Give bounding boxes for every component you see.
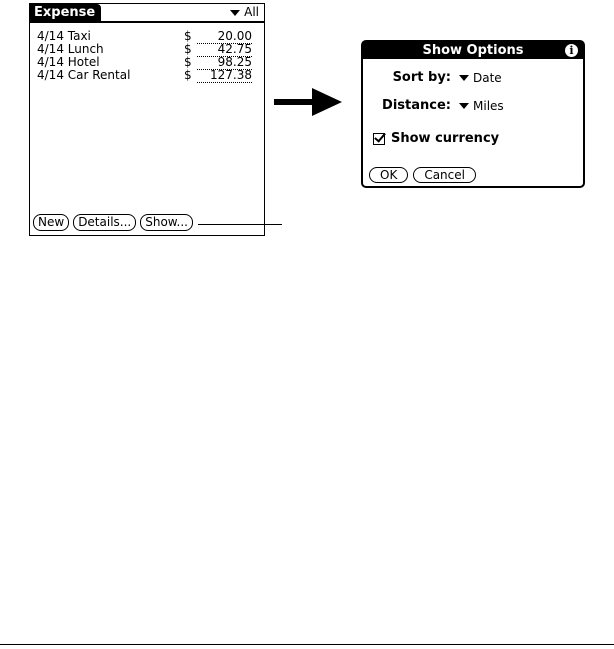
expense-currency[interactable]: $	[184, 42, 192, 56]
category-value: All	[244, 5, 259, 19]
chevron-down-icon	[230, 10, 240, 16]
distance-value: Miles	[473, 99, 504, 113]
show-currency-checkbox[interactable]	[373, 133, 385, 145]
details-button[interactable]: Details...	[73, 214, 136, 231]
dialog-buttons	[369, 167, 476, 183]
chevron-down-icon	[459, 75, 469, 81]
show-options-dialog	[361, 40, 585, 188]
expense-amount[interactable]: 127.38	[197, 69, 252, 83]
ok-button[interactable]: OK	[369, 167, 408, 183]
show-currency-row[interactable]	[373, 131, 499, 147]
expense-currency[interactable]: $	[184, 55, 192, 69]
show-currency-label[interactable]: Show currency	[391, 131, 500, 146]
expense-currency[interactable]: $	[184, 68, 192, 82]
info-icon[interactable]: i	[565, 44, 578, 57]
expense-description[interactable]: 4/14 Car Rental	[37, 68, 131, 82]
title-bar	[30, 4, 264, 23]
dialog-title-bar	[363, 42, 583, 59]
button-bar	[33, 214, 193, 231]
sort-by-row	[369, 70, 502, 86]
category-picker[interactable]	[230, 5, 259, 20]
expense-amount[interactable]: 98.25	[197, 56, 252, 70]
expense-description[interactable]: 4/14 Lunch	[37, 42, 104, 56]
dialog-title: Show Options	[422, 43, 524, 58]
sort-by-value: Date	[473, 71, 502, 85]
show-button[interactable]: Show...	[140, 214, 193, 231]
new-button[interactable]: New	[33, 214, 69, 231]
sort-by-picker[interactable]	[459, 70, 502, 86]
title-rule	[30, 21, 264, 23]
chevron-down-icon	[459, 103, 469, 109]
app-title: Expense	[30, 4, 101, 22]
expense-description[interactable]: 4/14 Taxi	[37, 29, 91, 43]
sort-by-label: Sort by:	[392, 70, 451, 85]
arrow-right-icon	[274, 99, 314, 105]
distance-row	[369, 98, 504, 114]
expense-row[interactable]	[37, 69, 253, 82]
expense-amount[interactable]: 20.00	[197, 30, 252, 44]
expense-currency[interactable]: $	[184, 29, 192, 43]
footer-rule	[0, 644, 614, 645]
expense-description[interactable]: 4/14 Hotel	[37, 55, 100, 69]
distance-label: Distance:	[382, 98, 451, 113]
expense-amount[interactable]: 42.75	[197, 43, 252, 57]
expense-screen	[29, 3, 265, 236]
expense-list	[37, 30, 253, 82]
callout-line	[198, 224, 282, 225]
arrow-head-icon	[312, 88, 342, 116]
cancel-button[interactable]: Cancel	[413, 167, 476, 183]
distance-picker[interactable]	[459, 98, 504, 114]
